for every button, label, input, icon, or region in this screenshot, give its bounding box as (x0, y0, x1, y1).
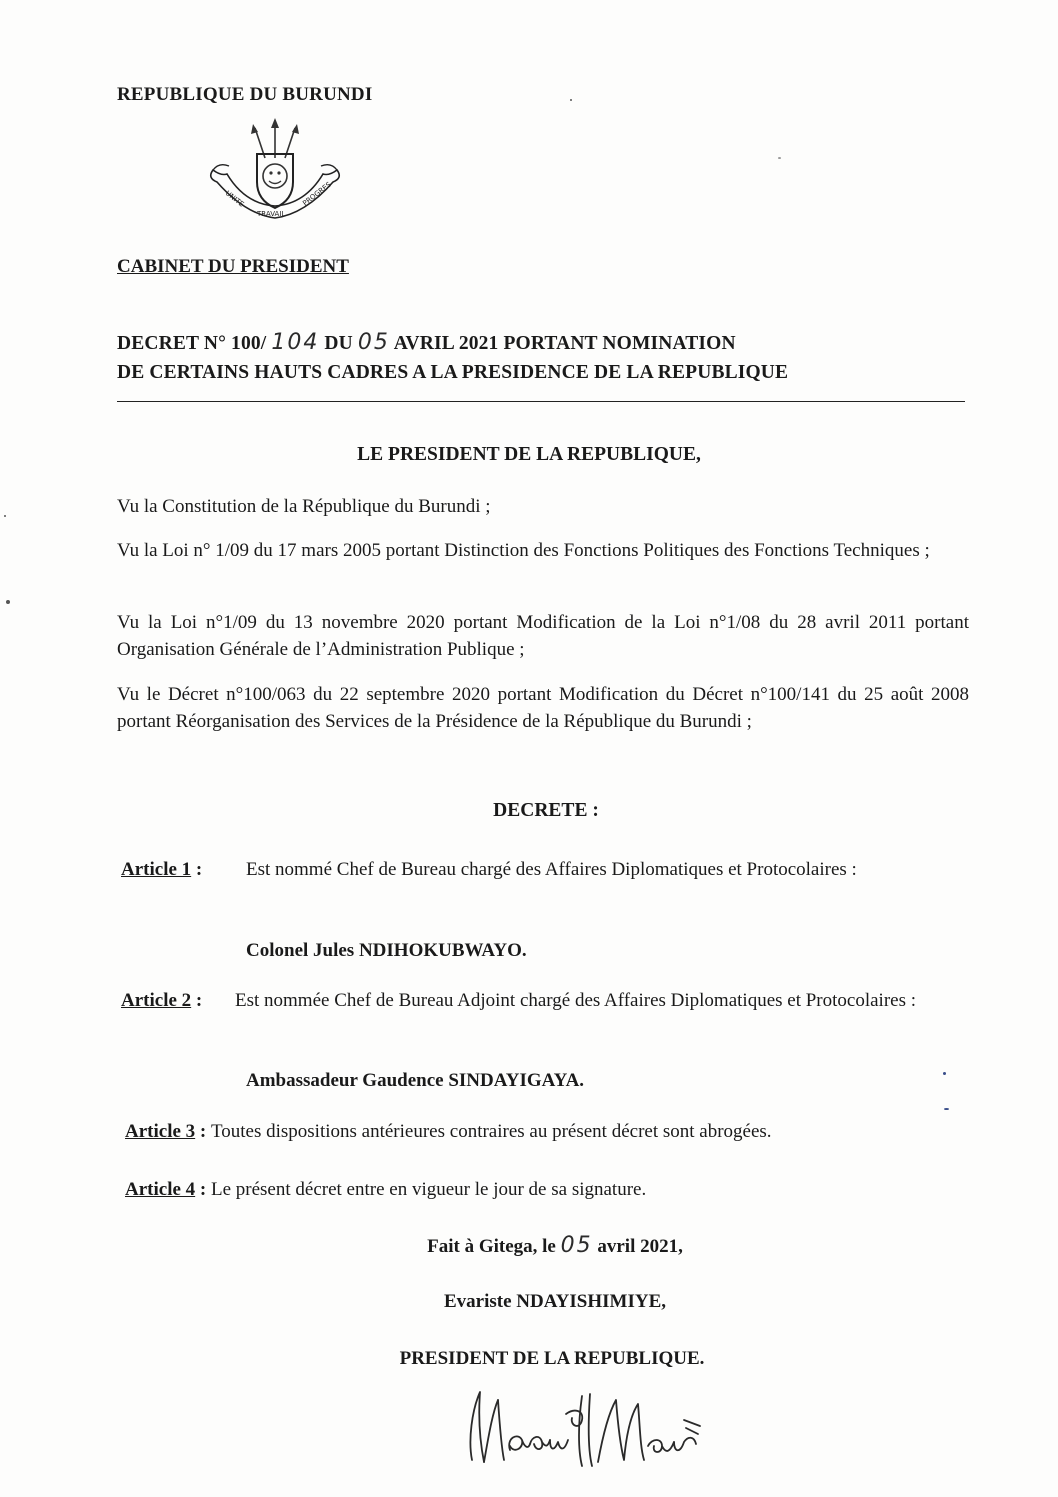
coat-of-arms-emblem (205, 118, 347, 236)
handwritten-decree-number: 104 (271, 330, 320, 355)
article-4-label-wrap: Article 4 : Le présent décret entre en vigueur le jour de sa signature. (125, 1179, 647, 1200)
decree-title (117, 328, 967, 387)
consideration-law-2005: Vu la Loi n° 1/09 du 17 mars 2005 portant Distinction des Fonctions Politiques des Fonctions Techniques ; (117, 540, 930, 561)
article-2-text: Est nommée Chef de Bureau Adjoint chargé des Affaires Diplomatiques et Protocolaires : (235, 990, 917, 1011)
article-2-label: Article 2 (121, 990, 192, 1011)
scan-speck (4, 515, 6, 517)
article-4-label: Article 4 (125, 1179, 196, 1200)
article-1 (121, 856, 973, 916)
scan-speck (6, 600, 10, 604)
decree-title-du: DU (319, 333, 358, 354)
consideration-decree-2020: Vu le Décret n°100/063 du 22 septembre 2020 portant Modification du Décret n°100/141 du 25 août 2008 portant Réorganisation des Services de la Présidence de la République du Burundi ; (117, 684, 969, 732)
office-heading: CABINET DU PRESIDENT (117, 256, 349, 277)
consideration-constitution: Vu la Constitution de la République du Burundi ; (117, 496, 491, 517)
handwritten-decree-day: 05 (357, 330, 390, 355)
article-2-appointee: Ambassadeur Gaudence SINDAYIGAYA. (246, 1070, 585, 1091)
decree-title-line-2: DE CERTAINS HAUTS CADRES A LA PRESIDENCE DE LA REPUBLIQUE (117, 362, 789, 383)
article-4 (125, 1176, 977, 1203)
signatory-name: Evariste NDAYISHIMIYE, (443, 1291, 667, 1312)
consideration-law-2020: Vu la Loi n°1/09 du 13 novembre 2020 portant Modification de la Loi n°1/08 du 28 avril 2011 portant Organisation Générale de l’Administration Publique ; (117, 612, 969, 660)
article-3-text: Toutes dispositions antérieures contraires au présent décret sont abrogées. (210, 1121, 772, 1142)
handwritten-signing-day: 05 (560, 1233, 593, 1258)
country-name: REPUBLIQUE DU BURUNDI (117, 84, 373, 105)
handwritten-signature (458, 1380, 708, 1472)
scan-speck (943, 1072, 946, 1075)
svg-text:PROGRES: PROGRES (301, 180, 333, 208)
article-3-label: Article 3 (125, 1121, 196, 1142)
article-3 (125, 1118, 977, 1145)
svg-text:TRAVAIL: TRAVAIL (257, 210, 286, 218)
svg-text:UNITE: UNITE (223, 189, 246, 209)
signatory-title: PRESIDENT DE LA REPUBLIQUE. (399, 1348, 705, 1369)
president-heading: LE PRESIDENT DE LA REPUBLIQUE, (357, 444, 701, 465)
decree-title-prefix: DECRET N° 100/ (117, 333, 272, 354)
decree-title-line-1 (117, 328, 967, 358)
article-1-text: Est nommé Chef de Bureau chargé des Affaires Diplomatiques et Protocolaires : (246, 859, 857, 880)
article-2 (121, 987, 973, 1047)
decree-title-suffix: AVRIL 2021 PORTANT NOMINATION (389, 333, 736, 354)
article-1-label-wrap: Article 1 : (121, 859, 203, 880)
article-2-label-wrap: Article 2 : (121, 990, 203, 1011)
article-1-label: Article 1 (121, 859, 192, 880)
article-3-label-wrap: Article 3 : Toutes dispositions antérieures contraires au présent décret sont abrogées. (125, 1121, 772, 1142)
place-and-date-prefix: Fait à Gitega, le (427, 1236, 561, 1257)
place-and-date (0, 1233, 1058, 1258)
article-1-appointee: Colonel Jules NDIHOKUBWAYO. (246, 940, 527, 961)
title-divider (117, 401, 965, 402)
scan-speck (570, 99, 572, 101)
decrete-heading: DECRETE : (493, 800, 599, 821)
scan-speck (778, 157, 781, 159)
place-and-date-suffix: avril 2021, (592, 1236, 683, 1257)
article-4-text: Le présent décret entre en vigueur le jour de sa signature. (210, 1179, 647, 1200)
scan-speck (944, 1108, 949, 1110)
